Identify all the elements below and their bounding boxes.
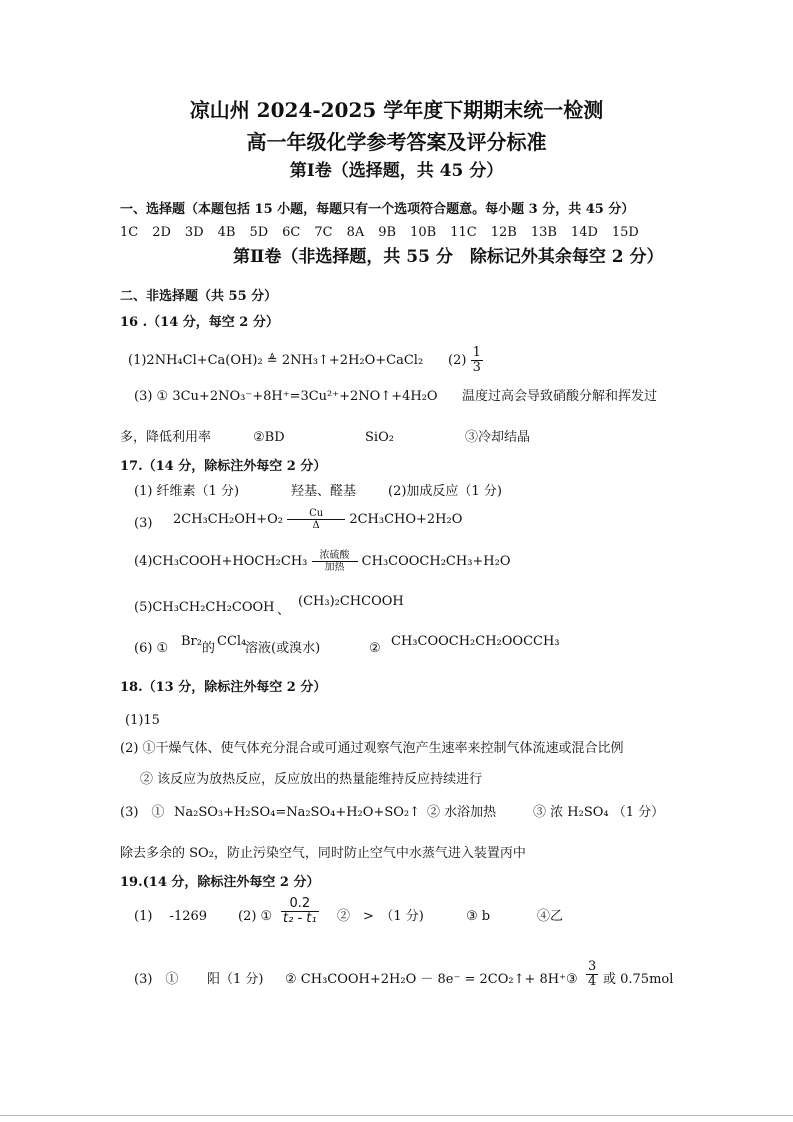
q18-answer-2-2: ② 该反应为放热反应，反应放出的热量能维持反应持续进行 — [140, 772, 483, 787]
document-title: 凉山州 2024-2025 学年度下期期末统一检测 — [189, 98, 604, 122]
q19-a3-fraction-wrap — [586, 960, 598, 989]
q19-a3-part3: ③ — [566, 972, 578, 987]
q18-a3-part2: ② 水浴加热 — [427, 805, 497, 820]
q17-a6-label: (6) ① — [134, 641, 169, 656]
q18-answer-1: (1)15 — [125, 713, 160, 728]
q16-answer-2 — [448, 346, 483, 375]
q17-a3-label: (3) — [134, 516, 153, 531]
mc-answer-item: 5D — [249, 225, 269, 240]
q17-a6-br2: Br₂ — [181, 634, 202, 649]
q17-answer-2: (2)加成反应（1 分) — [388, 484, 502, 499]
q18-a3-part3: ③ 浓 H₂SO₄ （1 分） — [533, 805, 665, 820]
q17-a3-equation — [173, 508, 462, 531]
q17-answer-1b: 羟基、醛基 — [291, 484, 357, 499]
q16-a3-equation: 3Cu+2NO₃⁻+8H⁺=3Cu²⁺+2NO↑+4H₂O — [172, 389, 438, 404]
arrow-catalyst: Cu — [309, 508, 324, 519]
fraction-numerator: 1 — [472, 345, 481, 360]
mc-answer-item: 3D — [184, 225, 204, 240]
fraction-denominator: 4 — [588, 974, 597, 989]
q17-a6-text: 溶液(或溴水) — [245, 641, 321, 656]
mc-answers — [120, 225, 653, 241]
section2-heading: 二、非选择题（共 55 分） — [120, 289, 278, 304]
mc-answer-item: 14D — [570, 225, 598, 240]
q17-a6-part2: ② — [369, 641, 381, 656]
q17-a5-isomer-a: CH₃CH₂CH₂COOH — [152, 600, 275, 615]
mc-answer-item: 4B — [217, 225, 236, 240]
q17-a3-reactants: 2CH₃CH₂OH+O₂ — [173, 512, 284, 527]
q19-heading: 19.(14 分，除标注外每空 2 分） — [120, 875, 320, 890]
part2-heading: 第Ⅱ卷（非选择题，共 55 分 除标记外其余每空 2 分） — [233, 247, 664, 267]
q17-a3-products: 2CH₃CHO+2H₂O — [349, 512, 463, 527]
q19-a2-fraction — [281, 897, 319, 926]
q18-a3-label: (3) ① — [120, 805, 165, 820]
q19-a3-part2: ② CH₃COOH+2H₂O － 8e⁻ = 2CO₂↑+ 8H⁺ — [285, 972, 566, 987]
arrow-condition: 加热 — [324, 562, 345, 573]
q16-a3-label: (3) ① — [134, 389, 169, 404]
section1-heading: 一、选择题（本题包括 15 小题，每题只有一个选项符合题意。每小题 3 分，共 45 分） — [120, 202, 635, 217]
fraction-numerator: 0.2 — [281, 897, 319, 912]
mc-answer-item: 12B — [490, 225, 517, 240]
q17-a5-separator: 、 — [277, 603, 291, 618]
q19-a2-fraction-wrap — [281, 897, 319, 926]
q17-a6-ccl4: CCl₄ — [217, 634, 247, 649]
q16-answer-3 — [134, 389, 438, 405]
q19-a3-label: (3) ① — [134, 972, 179, 987]
q19-a3-part1: 阳（1 分) — [207, 972, 264, 987]
arrow-catalyst: 浓硫酸 — [319, 550, 350, 561]
q16-a3-sio2: SiO₂ — [365, 430, 394, 445]
q16-a2-fraction — [471, 346, 483, 375]
q17-a5-isomer-b: (CH₃)₂CHCOOH — [298, 594, 404, 609]
q17-a4-reactants: (4)CH₃COOH+HOCH₂CH₃ — [134, 554, 308, 569]
q19-a2-part4: ④乙 — [537, 909, 564, 924]
mc-answer-item: 8A — [346, 225, 365, 240]
q16-a1-label: (1) — [128, 353, 147, 368]
mc-answer-item: 15D — [611, 225, 639, 240]
q19-a2-part2: ② > （1 分) — [337, 909, 424, 924]
document-subtitle: 高一年级化学参考答案及评分标准 — [246, 130, 547, 154]
q16-a2-label: (2) — [448, 353, 467, 368]
q18-answer-2-1: (2) ①干燥气体、使气体充分混合或可通过观察气泡产生速率来控制气体流速或混合比例 — [120, 741, 624, 756]
q16-heading: 16 .（14 分，每空 2 分） — [120, 315, 279, 330]
q16-a3-part2: ②BD — [253, 430, 285, 445]
q16-a3-text: 温度过高会导致硝酸分解和挥发过 — [462, 389, 658, 404]
mc-answer-item: 10B — [410, 225, 437, 240]
q19-a2-label: (2) ① — [238, 909, 273, 924]
mc-answer-item: 2D — [152, 225, 171, 240]
q17-a5-label: (5) — [134, 600, 153, 615]
q16-a3-continued: 多，降低利用率 — [120, 430, 212, 445]
mc-answer-item: 11C — [450, 225, 477, 240]
fraction-numerator: 3 — [588, 959, 597, 974]
q16-answer-1 — [128, 353, 423, 369]
fraction-denominator: t₂ - t₁ — [283, 911, 317, 926]
q19-a3-tail: 或 0.75mol — [603, 972, 674, 987]
q17-a5 — [134, 600, 275, 616]
q18-a3-equation: Na₂SO₃+H₂SO₄=Na₂SO₄+H₂O+SO₂↑ — [174, 805, 420, 820]
reaction-arrow — [312, 550, 358, 573]
q17-heading: 17.（14 分，除标注外每空 2 分） — [120, 459, 327, 474]
mc-answer-item: 1C — [120, 225, 139, 240]
reaction-arrow — [287, 508, 345, 531]
fraction-denominator: 3 — [472, 360, 481, 375]
q17-a6-equation: CH₃COOCH₂CH₂OOCCH₃ — [391, 634, 560, 649]
mc-answer-item: 9B — [378, 225, 397, 240]
q17-a4-equation — [134, 550, 511, 573]
mc-answer-item: 7C — [314, 225, 333, 240]
q17-a6-de: 的 — [202, 641, 216, 656]
part1-heading: 第Ⅰ卷（选择题，共 45 分） — [289, 161, 504, 181]
q18-heading: 18.（13 分，除标注外每空 2 分） — [120, 680, 327, 695]
mc-answer-item: 13B — [530, 225, 557, 240]
mc-answer-list — [120, 225, 653, 240]
q17-a4-products: CH₃COOCH₂CH₃+H₂O — [361, 554, 511, 569]
q19-a2-part3: ③ b — [466, 909, 491, 924]
q19-answer-1: (1) -1269 — [134, 909, 208, 924]
q19-a3-fraction — [586, 960, 598, 989]
page-bottom-divider — [0, 1115, 793, 1116]
mc-answer-item: 6C — [282, 225, 301, 240]
q16-a1-equation: 2NH₄Cl+Ca(OH)₂ ≜ 2NH₃↑+2H₂O+CaCl₂ — [146, 353, 424, 368]
arrow-condition: Δ — [312, 520, 320, 531]
q17-answer-1: (1) 纤维素（1 分) — [134, 484, 240, 499]
q18-a3-continued: 除去多余的 SO₂，防止污染空气，同时防止空气中水蒸气进入装置丙中 — [120, 846, 526, 861]
q16-a3-part3: ③冷却结晶 — [465, 430, 531, 445]
